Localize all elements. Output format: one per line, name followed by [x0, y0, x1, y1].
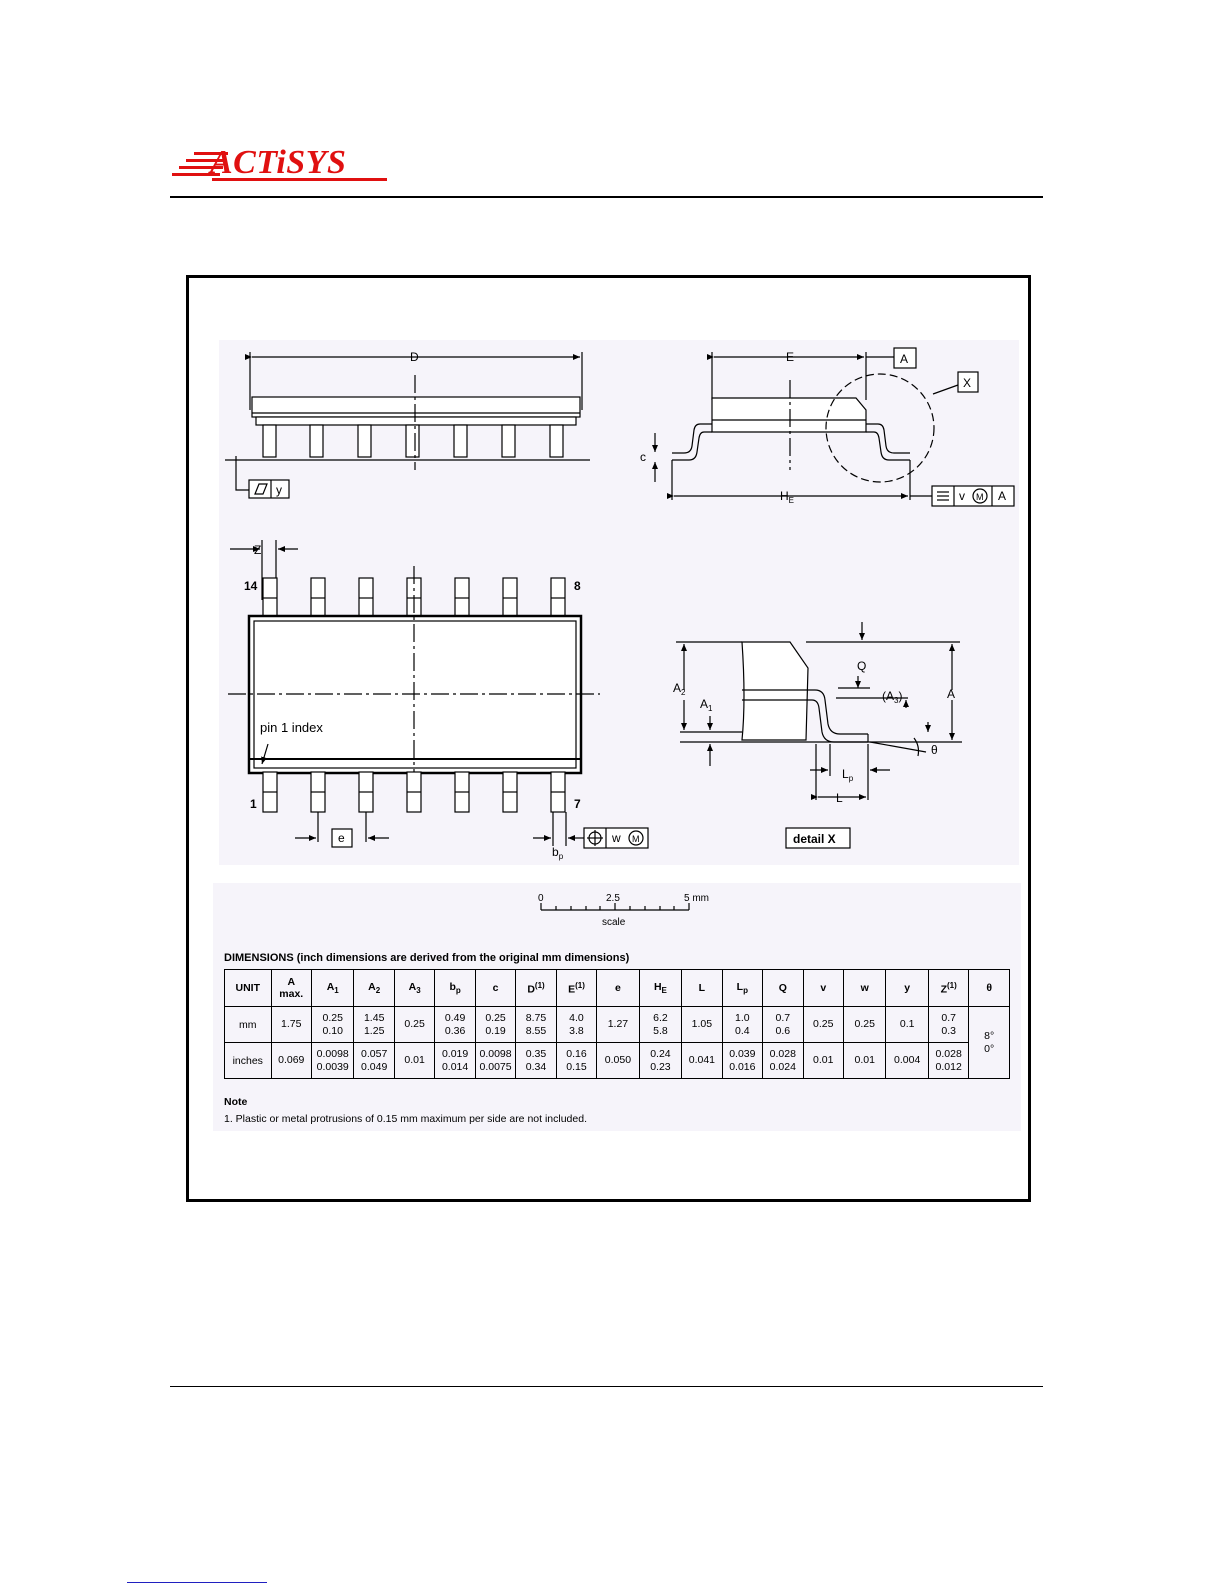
scale-tick-0: 0 [538, 893, 544, 904]
unit-cell: inches [225, 1043, 272, 1079]
label-A: A [947, 687, 956, 701]
table-header-row [225, 970, 1010, 1007]
table-cell: 0.25 0.19 [475, 1007, 515, 1043]
bottom-pin-row [263, 772, 565, 812]
label-M-circle: M [632, 834, 640, 844]
label-E: E [786, 350, 795, 364]
table-cell: 4.0 3.8 [556, 1007, 596, 1043]
label-pin-14: 14 [244, 579, 258, 593]
table-header-cell: $A_1$ [311, 970, 353, 1007]
table-header-cell: $A_3$ [394, 970, 434, 1007]
label-datum-A: A [998, 489, 1007, 503]
label-Q: Q [857, 659, 867, 673]
label-w: w [612, 831, 621, 845]
table-cell: 0.050 [597, 1043, 639, 1079]
table-header-cell: y [886, 970, 928, 1007]
detail-X-box: X [963, 376, 972, 390]
table-cell: 0.24 0.23 [639, 1043, 681, 1079]
table-cell: 0.004 [886, 1043, 928, 1079]
table-cell: 0.028 0.012 [928, 1043, 968, 1079]
table-cell: 0.039 0.016 [722, 1043, 762, 1079]
label-e: e [338, 831, 345, 845]
end-view [655, 348, 1014, 506]
detail-x-view [676, 622, 962, 848]
table-header-cell: $D^{(1)}$ [516, 970, 556, 1007]
label-pin-7: 7 [574, 797, 581, 811]
label-Lp: $L_p$ [842, 767, 854, 783]
theta-cell: 8° 0° [969, 1007, 1010, 1079]
scale-tick-5mm: 5 mm [684, 893, 709, 904]
table-header-cell: w [843, 970, 885, 1007]
label-A1: $A_1$ [700, 697, 713, 713]
table-cell: 0.041 [682, 1043, 722, 1079]
note-title: Note [224, 1096, 248, 1108]
table-header-cell: $H_E$ [639, 970, 681, 1007]
label-bp: $b_p$ [552, 845, 564, 861]
footer-link-underline [127, 1582, 267, 1583]
label-theta: θ [931, 743, 938, 757]
table-header-cell: $E^{(1)}$ [556, 970, 596, 1007]
table-cell: 0.01 [843, 1043, 885, 1079]
label-HE: $H_E$ [780, 489, 795, 505]
label-pin-8: 8 [574, 579, 581, 593]
label-D: D [410, 350, 419, 364]
table-cell: 0.019 0.014 [435, 1043, 475, 1079]
table-cell: 0.01 [394, 1043, 434, 1079]
note-text: 1. Plastic or metal protrusions of 0.15 mm maximum per side are not included. [224, 1113, 587, 1125]
table-cell: 1.0 0.4 [722, 1007, 762, 1043]
label-c: c [640, 450, 646, 464]
scale-label: scale [602, 917, 626, 928]
label-y: y [276, 483, 282, 497]
side-view [225, 352, 590, 498]
table-cell: 1.45 1.25 [354, 1007, 394, 1043]
table-header-cell: $Z^{(1)}$ [928, 970, 968, 1007]
table-header-cell: $A_2$ [354, 970, 394, 1007]
table-cell: 0.01 [803, 1043, 843, 1079]
table-cell: 6.2 5.8 [639, 1007, 681, 1043]
table-header-cell: A max. [271, 970, 311, 1007]
label-Z: Z [254, 543, 262, 557]
table-header-cell: $b_p$ [435, 970, 475, 1007]
dimensions-title: DIMENSIONS (inch dimensions are derived from the original mm dimensions) [224, 952, 630, 964]
table-header-cell: L [682, 970, 722, 1007]
table-cell: 0.0098 0.0075 [475, 1043, 515, 1079]
dimensions-table [224, 969, 1010, 1079]
table-cell: 0.057 0.049 [354, 1043, 394, 1079]
table-cell: 0.25 0.10 [311, 1007, 353, 1043]
table-cell: 0.1 [886, 1007, 928, 1043]
table-row [225, 1043, 1010, 1079]
side-view-pins [263, 425, 563, 457]
table-cell: 0.49 0.36 [435, 1007, 475, 1043]
footer-rule [170, 1386, 1043, 1387]
dimensions-table-body [225, 970, 1010, 1079]
label-A3: $(A_3)$ [882, 689, 903, 705]
table-header-cell: e [597, 970, 639, 1007]
label-M-circle: M [976, 492, 984, 502]
table-cell: 0.25 [843, 1007, 885, 1043]
table-cell: 0.25 [394, 1007, 434, 1043]
datum-A-box: A [900, 352, 909, 366]
table-cell: 1.27 [597, 1007, 639, 1043]
table-header-cell: v [803, 970, 843, 1007]
label-A2: $A_2$ [673, 681, 686, 697]
top-view [228, 540, 648, 848]
logo-text: ACTiSYS [210, 144, 347, 181]
table-cell: 8.75 8.55 [516, 1007, 556, 1043]
table-cell: 0.028 0.024 [763, 1043, 803, 1079]
table-cell: 0.35 0.34 [516, 1043, 556, 1079]
label-v: v [959, 489, 965, 503]
table-cell: 0.7 0.3 [928, 1007, 968, 1043]
table-header-cell: $L_p$ [722, 970, 762, 1007]
table-cell: 1.75 [271, 1007, 311, 1043]
label-pin1-index: pin 1 index [260, 720, 323, 735]
table-header-cell: Q [763, 970, 803, 1007]
table-row [225, 1007, 1010, 1043]
label-L: L [836, 791, 843, 805]
table-cell: 0.069 [271, 1043, 311, 1079]
scale-tick-2-5: 2.5 [606, 893, 620, 904]
table-cell: 0.25 [803, 1007, 843, 1043]
table-header-cell: θ [969, 970, 1010, 1007]
label-detail-x: detail X [793, 832, 836, 846]
table-cell: 0.16 0.15 [556, 1043, 596, 1079]
scale-bar [541, 903, 689, 910]
table-cell: 0.7 0.6 [763, 1007, 803, 1043]
table-cell: 0.0098 0.0039 [311, 1043, 353, 1079]
label-pin-1: 1 [250, 797, 257, 811]
table-header-cell: UNIT [225, 970, 272, 1007]
unit-cell: mm [225, 1007, 272, 1043]
table-header-cell: c [475, 970, 515, 1007]
table-cell: 1.05 [682, 1007, 722, 1043]
